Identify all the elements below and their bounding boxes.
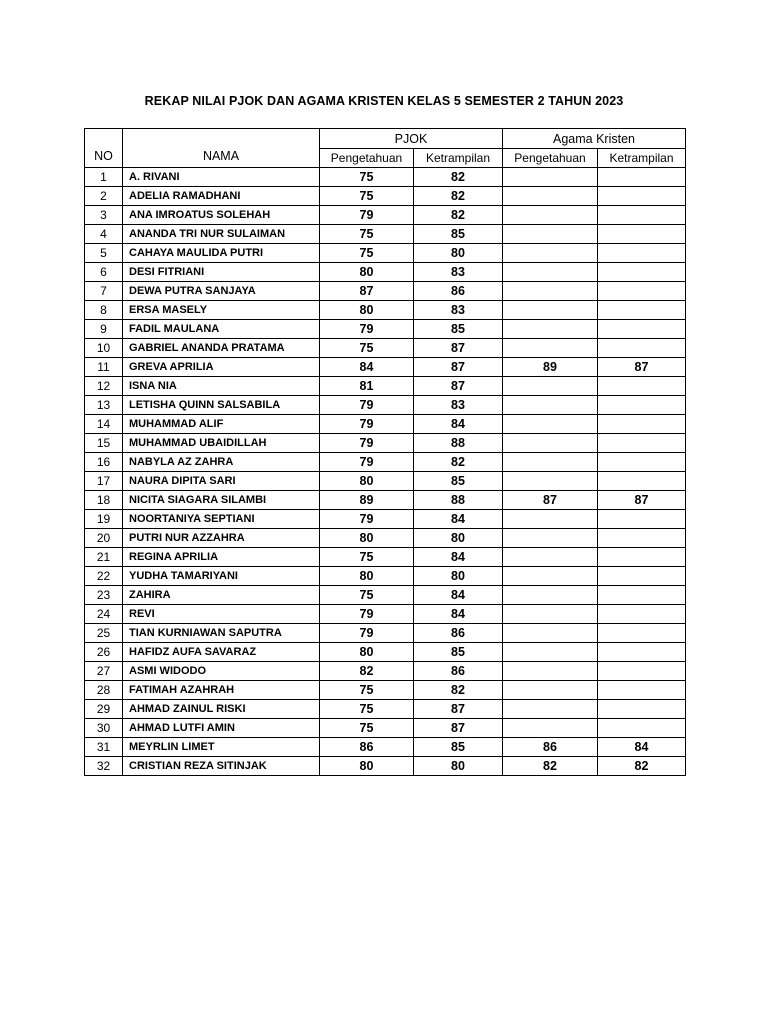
- header-ak-pengetahuan: Pengetahuan: [503, 149, 598, 168]
- ak-pengetahuan-score: 86: [503, 738, 598, 757]
- row-number: 14: [85, 415, 123, 434]
- ak-pengetahuan-score: [503, 624, 598, 643]
- ak-pengetahuan-score: [503, 434, 598, 453]
- pjok-pengetahuan-score: 75: [320, 719, 414, 738]
- ak-pengetahuan-score: [503, 339, 598, 358]
- ak-ketrampilan-score: 84: [598, 738, 686, 757]
- pjok-ketrampilan-score: 80: [414, 567, 503, 586]
- pjok-ketrampilan-score: 82: [414, 187, 503, 206]
- ak-ketrampilan-score: [598, 586, 686, 605]
- table-row: [85, 358, 686, 377]
- row-number: 22: [85, 567, 123, 586]
- row-number: 1: [85, 168, 123, 187]
- ak-ketrampilan-score: [598, 396, 686, 415]
- ak-ketrampilan-score: [598, 719, 686, 738]
- ak-pengetahuan-score: [503, 320, 598, 339]
- row-number: 15: [85, 434, 123, 453]
- pjok-ketrampilan-score: 87: [414, 339, 503, 358]
- pjok-ketrampilan-score: 85: [414, 472, 503, 491]
- row-number: 29: [85, 700, 123, 719]
- header-pjok-pengetahuan: Pengetahuan: [320, 149, 414, 168]
- row-number: 17: [85, 472, 123, 491]
- pjok-pengetahuan-score: 87: [320, 282, 414, 301]
- ak-pengetahuan-score: [503, 605, 598, 624]
- ak-pengetahuan-score: [503, 643, 598, 662]
- pjok-pengetahuan-score: 80: [320, 263, 414, 282]
- row-number: 8: [85, 301, 123, 320]
- pjok-ketrampilan-score: 84: [414, 605, 503, 624]
- table-row: [85, 662, 686, 681]
- student-name: A. RIVANI: [123, 168, 320, 187]
- row-number: 7: [85, 282, 123, 301]
- student-name: ANA IMROATUS SOLEHAH: [123, 206, 320, 225]
- student-name: MUHAMMAD ALIF: [123, 415, 320, 434]
- student-name: DESI FITRIANI: [123, 263, 320, 282]
- pjok-ketrampilan-score: 86: [414, 624, 503, 643]
- ak-ketrampilan-score: [598, 377, 686, 396]
- student-name: NICITA SIAGARA SILAMBI: [123, 491, 320, 510]
- table-row: [85, 700, 686, 719]
- pjok-pengetahuan-score: 80: [320, 643, 414, 662]
- header-group-pjok: PJOK: [320, 129, 503, 149]
- pjok-pengetahuan-score: 80: [320, 757, 414, 776]
- student-name: FADIL MAULANA: [123, 320, 320, 339]
- student-name: AHMAD LUTFI AMIN: [123, 719, 320, 738]
- grades-table: [84, 128, 686, 776]
- ak-pengetahuan-score: 82: [503, 757, 598, 776]
- pjok-pengetahuan-score: 79: [320, 453, 414, 472]
- ak-pengetahuan-score: [503, 244, 598, 263]
- pjok-ketrampilan-score: 85: [414, 320, 503, 339]
- ak-ketrampilan-score: [598, 567, 686, 586]
- student-name: HAFIDZ AUFA SAVARAZ: [123, 643, 320, 662]
- ak-pengetahuan-score: 89: [503, 358, 598, 377]
- table-row: [85, 453, 686, 472]
- student-name: GABRIEL ANANDA PRATAMA: [123, 339, 320, 358]
- student-name: ZAHIRA: [123, 586, 320, 605]
- ak-pengetahuan-score: [503, 453, 598, 472]
- row-number: 4: [85, 225, 123, 244]
- student-name: LETISHA QUINN SALSABILA: [123, 396, 320, 415]
- pjok-ketrampilan-score: 86: [414, 282, 503, 301]
- ak-pengetahuan-score: [503, 472, 598, 491]
- pjok-ketrampilan-score: 82: [414, 453, 503, 472]
- table-row: [85, 168, 686, 187]
- ak-ketrampilan-score: [598, 700, 686, 719]
- pjok-pengetahuan-score: 79: [320, 206, 414, 225]
- ak-pengetahuan-score: [503, 662, 598, 681]
- pjok-pengetahuan-score: 81: [320, 377, 414, 396]
- pjok-ketrampilan-score: 84: [414, 586, 503, 605]
- row-number: 31: [85, 738, 123, 757]
- table-row: [85, 643, 686, 662]
- table-row: [85, 738, 686, 757]
- student-name: NABYLA AZ ZAHRA: [123, 453, 320, 472]
- pjok-ketrampilan-score: 88: [414, 434, 503, 453]
- table-row: [85, 320, 686, 339]
- ak-ketrampilan-score: [598, 244, 686, 263]
- pjok-pengetahuan-score: 80: [320, 472, 414, 491]
- table-row: [85, 434, 686, 453]
- table-row: [85, 757, 686, 776]
- pjok-pengetahuan-score: 79: [320, 434, 414, 453]
- pjok-ketrampilan-score: 84: [414, 510, 503, 529]
- student-name: GREVA APRILIA: [123, 358, 320, 377]
- pjok-pengetahuan-score: 75: [320, 244, 414, 263]
- row-number: 19: [85, 510, 123, 529]
- table-row: [85, 206, 686, 225]
- table-row: [85, 187, 686, 206]
- student-name: ASMI WIDODO: [123, 662, 320, 681]
- student-name: PUTRI NUR AZZAHRA: [123, 529, 320, 548]
- pjok-pengetahuan-score: 75: [320, 187, 414, 206]
- ak-ketrampilan-score: [598, 282, 686, 301]
- ak-pengetahuan-score: [503, 415, 598, 434]
- row-number: 2: [85, 187, 123, 206]
- table-row: [85, 491, 686, 510]
- ak-ketrampilan-score: [598, 529, 686, 548]
- ak-pengetahuan-score: [503, 282, 598, 301]
- pjok-pengetahuan-score: 79: [320, 605, 414, 624]
- ak-pengetahuan-score: [503, 567, 598, 586]
- pjok-ketrampilan-score: 82: [414, 168, 503, 187]
- pjok-pengetahuan-score: 79: [320, 320, 414, 339]
- ak-pengetahuan-score: [503, 510, 598, 529]
- table-row: [85, 377, 686, 396]
- pjok-ketrampilan-score: 85: [414, 643, 503, 662]
- student-name: FATIMAH AZAHRAH: [123, 681, 320, 700]
- table-row: [85, 548, 686, 567]
- row-number: 21: [85, 548, 123, 567]
- header-ak-ketrampilan: Ketrampilan: [598, 149, 686, 168]
- student-name: ERSA MASELY: [123, 301, 320, 320]
- pjok-pengetahuan-score: 75: [320, 681, 414, 700]
- pjok-pengetahuan-score: 82: [320, 662, 414, 681]
- ak-ketrampilan-score: [598, 301, 686, 320]
- ak-ketrampilan-score: 87: [598, 358, 686, 377]
- pjok-ketrampilan-score: 80: [414, 244, 503, 263]
- ak-pengetahuan-score: [503, 168, 598, 187]
- table-row: [85, 301, 686, 320]
- pjok-pengetahuan-score: 75: [320, 168, 414, 187]
- pjok-pengetahuan-score: 75: [320, 700, 414, 719]
- table-row: [85, 396, 686, 415]
- pjok-ketrampilan-score: 84: [414, 415, 503, 434]
- ak-ketrampilan-score: 87: [598, 491, 686, 510]
- pjok-pengetahuan-score: 84: [320, 358, 414, 377]
- ak-ketrampilan-score: 82: [598, 757, 686, 776]
- table-row: [85, 586, 686, 605]
- ak-ketrampilan-score: [598, 624, 686, 643]
- row-number: 27: [85, 662, 123, 681]
- student-name: ADELIA RAMADHANI: [123, 187, 320, 206]
- pjok-pengetahuan-score: 75: [320, 548, 414, 567]
- student-name: TIAN KURNIAWAN SAPUTRA: [123, 624, 320, 643]
- ak-ketrampilan-score: [598, 605, 686, 624]
- row-number: 16: [85, 453, 123, 472]
- table-row: [85, 719, 686, 738]
- pjok-pengetahuan-score: 89: [320, 491, 414, 510]
- pjok-pengetahuan-score: 80: [320, 567, 414, 586]
- ak-pengetahuan-score: [503, 700, 598, 719]
- pjok-pengetahuan-score: 79: [320, 624, 414, 643]
- ak-pengetahuan-score: [503, 225, 598, 244]
- pjok-pengetahuan-score: 75: [320, 225, 414, 244]
- student-name: AHMAD ZAINUL RISKI: [123, 700, 320, 719]
- ak-pengetahuan-score: [503, 586, 598, 605]
- header-nama: NAMA: [123, 129, 320, 168]
- row-number: 10: [85, 339, 123, 358]
- ak-ketrampilan-score: [598, 168, 686, 187]
- pjok-ketrampilan-score: 87: [414, 719, 503, 738]
- ak-ketrampilan-score: [598, 453, 686, 472]
- student-name: MEYRLIN LIMET: [123, 738, 320, 757]
- table-row: [85, 225, 686, 244]
- table-row: [85, 282, 686, 301]
- pjok-ketrampilan-score: 80: [414, 757, 503, 776]
- student-name: CAHAYA MAULIDA PUTRI: [123, 244, 320, 263]
- student-name: MUHAMMAD UBAIDILLAH: [123, 434, 320, 453]
- ak-pengetahuan-score: [503, 681, 598, 700]
- row-number: 26: [85, 643, 123, 662]
- pjok-ketrampilan-score: 82: [414, 681, 503, 700]
- student-name: DEWA PUTRA SANJAYA: [123, 282, 320, 301]
- row-number: 25: [85, 624, 123, 643]
- row-number: 18: [85, 491, 123, 510]
- table-row: [85, 415, 686, 434]
- student-name: REGINA APRILIA: [123, 548, 320, 567]
- pjok-pengetahuan-score: 80: [320, 301, 414, 320]
- pjok-ketrampilan-score: 85: [414, 225, 503, 244]
- row-number: 6: [85, 263, 123, 282]
- ak-pengetahuan-score: [503, 301, 598, 320]
- ak-ketrampilan-score: [598, 643, 686, 662]
- table-row: [85, 567, 686, 586]
- ak-ketrampilan-score: [598, 681, 686, 700]
- row-number: 23: [85, 586, 123, 605]
- pjok-pengetahuan-score: 80: [320, 529, 414, 548]
- ak-pengetahuan-score: [503, 187, 598, 206]
- pjok-pengetahuan-score: 79: [320, 415, 414, 434]
- student-name: ANANDA TRI NUR SULAIMAN: [123, 225, 320, 244]
- pjok-ketrampilan-score: 87: [414, 358, 503, 377]
- pjok-ketrampilan-score: 83: [414, 396, 503, 415]
- student-name: REVI: [123, 605, 320, 624]
- table-body: [85, 168, 686, 776]
- pjok-ketrampilan-score: 87: [414, 377, 503, 396]
- row-number: 30: [85, 719, 123, 738]
- ak-ketrampilan-score: [598, 206, 686, 225]
- row-number: 3: [85, 206, 123, 225]
- ak-pengetahuan-score: 87: [503, 491, 598, 510]
- student-name: YUDHA TAMARIYANI: [123, 567, 320, 586]
- ak-ketrampilan-score: [598, 225, 686, 244]
- table-row: [85, 263, 686, 282]
- pjok-pengetahuan-score: 75: [320, 586, 414, 605]
- row-number: 13: [85, 396, 123, 415]
- row-number: 12: [85, 377, 123, 396]
- pjok-ketrampilan-score: 80: [414, 529, 503, 548]
- ak-ketrampilan-score: [598, 187, 686, 206]
- pjok-ketrampilan-score: 84: [414, 548, 503, 567]
- row-number: 24: [85, 605, 123, 624]
- table-row: [85, 681, 686, 700]
- ak-ketrampilan-score: [598, 320, 686, 339]
- row-number: 9: [85, 320, 123, 339]
- pjok-pengetahuan-score: 86: [320, 738, 414, 757]
- row-number: 5: [85, 244, 123, 263]
- pjok-ketrampilan-score: 87: [414, 700, 503, 719]
- ak-pengetahuan-score: [503, 396, 598, 415]
- ak-ketrampilan-score: [598, 472, 686, 491]
- table-row: [85, 510, 686, 529]
- ak-pengetahuan-score: [503, 529, 598, 548]
- ak-ketrampilan-score: [598, 662, 686, 681]
- student-name: NAURA DIPITA SARI: [123, 472, 320, 491]
- row-number: 20: [85, 529, 123, 548]
- ak-ketrampilan-score: [598, 548, 686, 567]
- pjok-ketrampilan-score: 83: [414, 301, 503, 320]
- table-row: [85, 244, 686, 263]
- table-row: [85, 339, 686, 358]
- ak-pengetahuan-score: [503, 263, 598, 282]
- ak-ketrampilan-score: [598, 434, 686, 453]
- student-name: NOORTANIYA SEPTIANI: [123, 510, 320, 529]
- page-title: REKAP NILAI PJOK DAN AGAMA KRISTEN KELAS 5 SEMESTER 2 TAHUN 2023: [144, 94, 624, 108]
- row-number: 32: [85, 757, 123, 776]
- pjok-pengetahuan-score: 75: [320, 339, 414, 358]
- ak-ketrampilan-score: [598, 339, 686, 358]
- ak-ketrampilan-score: [598, 510, 686, 529]
- ak-pengetahuan-score: [503, 719, 598, 738]
- header-group-agama-kristen: Agama Kristen: [503, 129, 686, 149]
- ak-ketrampilan-score: [598, 263, 686, 282]
- table-row: [85, 472, 686, 491]
- header-pjok-ketrampilan: Ketrampilan: [414, 149, 503, 168]
- table-row: [85, 529, 686, 548]
- pjok-ketrampilan-score: 83: [414, 263, 503, 282]
- student-name: ISNA NIA: [123, 377, 320, 396]
- pjok-ketrampilan-score: 88: [414, 491, 503, 510]
- pjok-ketrampilan-score: 85: [414, 738, 503, 757]
- ak-pengetahuan-score: [503, 206, 598, 225]
- ak-pengetahuan-score: [503, 377, 598, 396]
- ak-ketrampilan-score: [598, 415, 686, 434]
- pjok-pengetahuan-score: 79: [320, 510, 414, 529]
- table-row: [85, 605, 686, 624]
- row-number: 28: [85, 681, 123, 700]
- student-name: CRISTIAN REZA SITINJAK: [123, 757, 320, 776]
- header-row-groups: [85, 129, 686, 149]
- header-no: NO: [85, 129, 123, 168]
- pjok-ketrampilan-score: 86: [414, 662, 503, 681]
- table-row: [85, 624, 686, 643]
- ak-pengetahuan-score: [503, 548, 598, 567]
- pjok-pengetahuan-score: 79: [320, 396, 414, 415]
- pjok-ketrampilan-score: 82: [414, 206, 503, 225]
- row-number: 11: [85, 358, 123, 377]
